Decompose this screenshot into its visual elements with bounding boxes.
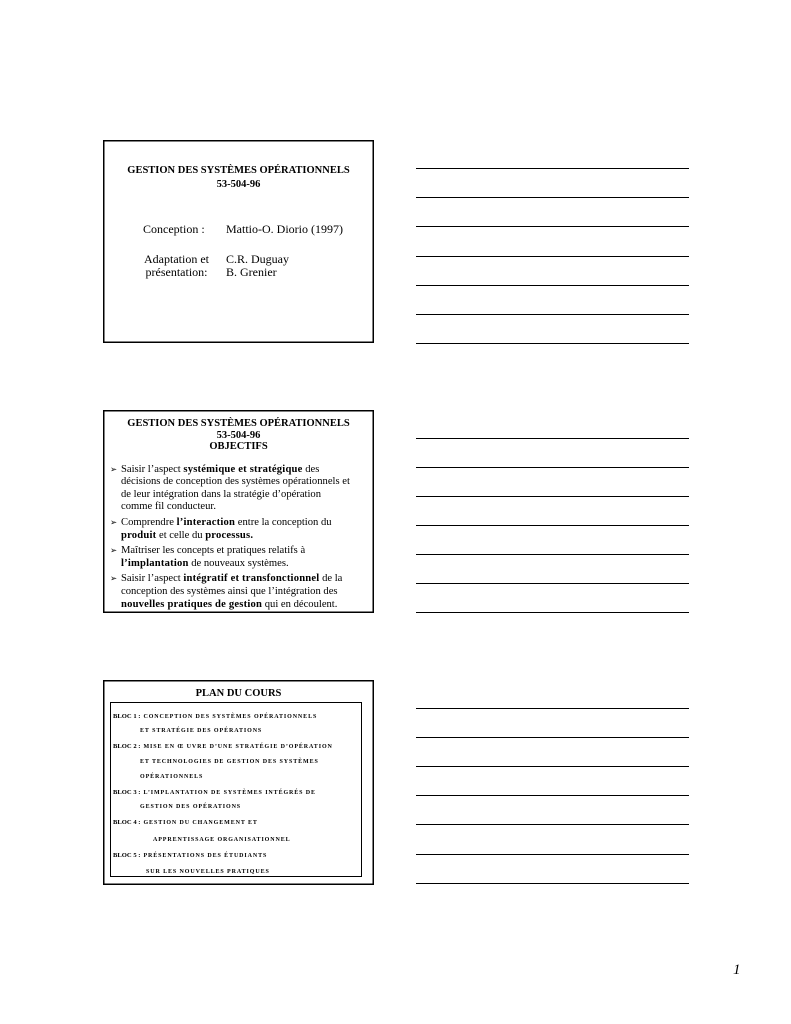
slide-title: GESTION DES SYSTÈMES OPÉRATIONNELS <box>127 418 350 429</box>
objective-text: Comprendre <box>121 517 177 528</box>
objective-line <box>121 599 337 611</box>
bloc-line <box>113 739 333 752</box>
note-line <box>416 737 689 738</box>
note-line <box>416 554 689 555</box>
objective-emphasis: systémique et stratégique <box>183 464 303 475</box>
adaptation-label <box>143 253 210 279</box>
bloc-text: ET STRATÉGIE DES OPÉRATIONS <box>140 728 263 734</box>
objective-text: et celle du <box>156 530 206 541</box>
note-line <box>416 467 689 468</box>
note-line <box>416 343 689 344</box>
objective-emphasis: nouvelles pratiques de gestion <box>121 599 263 610</box>
note-line <box>416 314 689 315</box>
note-line <box>416 766 689 767</box>
adaptation-author: C.R. Duguay <box>226 251 289 266</box>
objective-text: qui en découlent. <box>262 599 338 610</box>
objective-line <box>121 489 321 501</box>
bloc-text: APPRENTISSAGE ORGANISATIONNEL <box>153 837 291 843</box>
bloc-line <box>153 832 291 845</box>
bloc-text: L’IMPLANTATION DE SYSTÈMES INTÉGRÉS DE <box>143 790 316 796</box>
bloc-line <box>113 785 316 798</box>
bloc-line <box>140 769 203 782</box>
arrow-bullet-icon: ➢ <box>110 465 118 475</box>
bloc-line <box>113 848 267 861</box>
note-line <box>416 197 689 198</box>
bloc-line <box>113 815 258 828</box>
note-line <box>416 854 689 855</box>
slide-title: PLAN DU COURS <box>195 688 282 699</box>
objective-line <box>121 517 332 529</box>
note-line <box>416 285 689 286</box>
objective-line <box>121 476 350 488</box>
bloc-label: BLOC 5 : <box>113 852 141 859</box>
arrow-bullet-icon: ➢ <box>110 546 118 556</box>
bloc-label: BLOC 2 : <box>113 743 141 750</box>
adaptation-author: B. Grenier <box>226 264 277 279</box>
note-line <box>416 525 689 526</box>
bloc-text: ET TECHNOLOGIES DE GESTION DES SYSTÈMES <box>140 759 319 765</box>
objective-text: de nouveaux systèmes. <box>188 558 289 569</box>
objective-emphasis: produit <box>121 530 157 541</box>
bloc-line <box>113 709 317 722</box>
objective-line <box>121 464 319 476</box>
objective-text: de la <box>319 573 343 584</box>
objective-text: comme fil conducteur. <box>121 501 217 512</box>
objective-line <box>121 501 216 513</box>
note-line <box>416 496 689 497</box>
course-plan-box <box>110 702 362 877</box>
bloc-line <box>140 754 319 767</box>
objective-line <box>121 545 305 557</box>
objective-text: Saisir l’aspect <box>121 464 184 475</box>
objective-text: Maîtriser les concepts et pratiques relatifs à <box>121 545 306 556</box>
objective-line <box>121 530 253 542</box>
bloc-text: CONCEPTION DES SYSTÈMES OPÉRATIONNELS <box>143 714 318 720</box>
conception-label: Conception : <box>143 222 205 236</box>
slide-title: GESTION DES SYSTÈMES OPÉRATIONNELS <box>127 165 350 176</box>
bloc-text: SUR LES NOUVELLES PRATIQUES <box>146 869 270 875</box>
note-line <box>416 226 689 227</box>
conception-author: Mattio-O. Diorio (1997) <box>226 222 343 236</box>
course-code: 53-504-96 <box>216 430 261 441</box>
adaptation-authors <box>226 253 289 279</box>
objective-emphasis: processus. <box>205 530 254 541</box>
slide-3 <box>103 680 374 885</box>
bloc-text: MISE EN Œ UVRE D’UNE STRATÉGIE D’OPÉRATION <box>143 744 333 750</box>
note-line <box>416 612 689 613</box>
bloc-label: BLOC 1 : <box>113 713 141 720</box>
bloc-text: GESTION DU CHANGEMENT ET <box>143 820 258 826</box>
adaptation-label-line: Adaptation et <box>144 251 209 266</box>
objective-text: décisions de conception des systèmes opérationnels et <box>121 476 350 487</box>
note-line <box>416 168 689 169</box>
slide-2 <box>103 410 374 613</box>
bloc-line <box>146 864 270 877</box>
objective-text: des <box>302 464 320 475</box>
bloc-label: BLOC 3 : <box>113 789 141 796</box>
page-number: 1 <box>733 962 741 978</box>
note-line <box>416 708 689 709</box>
arrow-bullet-icon: ➢ <box>110 518 118 528</box>
objective-text: Saisir l’aspect <box>121 573 184 584</box>
arrow-bullet-icon: ➢ <box>110 574 118 584</box>
note-line <box>416 583 689 584</box>
slide-subtitle: OBJECTIFS <box>209 441 268 452</box>
objective-line <box>121 586 338 598</box>
bloc-label: BLOC 4 : <box>113 819 141 826</box>
bloc-line <box>140 723 262 736</box>
objective-text: conception des systèmes ainsi que l’intégration des <box>121 586 338 597</box>
objective-emphasis: l’implantation <box>121 558 189 569</box>
objective-text: de leur intégration dans la stratégie d’opération <box>121 489 322 500</box>
course-code: 53-504-96 <box>216 179 261 190</box>
bloc-line <box>140 799 241 812</box>
note-line <box>416 824 689 825</box>
bloc-text: GESTION DES OPÉRATIONS <box>140 804 242 810</box>
note-line <box>416 795 689 796</box>
note-line <box>416 438 689 439</box>
objective-text: entre la conception du <box>235 517 332 528</box>
bloc-text: PRÉSENTATIONS DES ÉTUDIANTS <box>143 853 268 859</box>
note-line <box>416 883 689 884</box>
slide-1 <box>103 140 374 343</box>
adaptation-label-line: présentation: <box>145 264 208 279</box>
objective-emphasis: l’interaction <box>176 517 236 528</box>
note-line <box>416 256 689 257</box>
objective-line <box>121 573 342 585</box>
objective-emphasis: intégratif et transfonctionnel <box>183 573 320 584</box>
objective-line <box>121 558 289 570</box>
bloc-text: OPÉRATIONNELS <box>140 774 204 780</box>
